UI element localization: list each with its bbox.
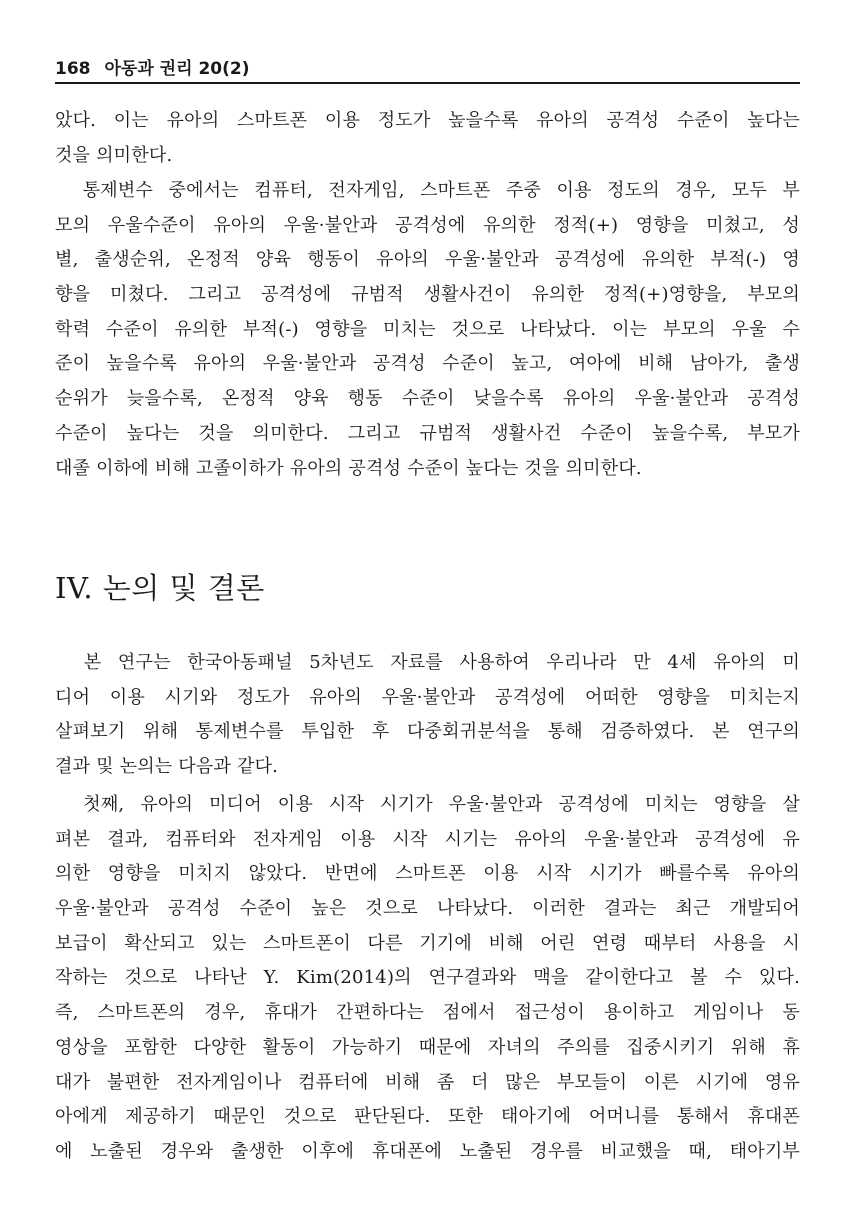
text-line: 의한 영향을 미치지 않았다. 반면에 스마트폰 이용 시작 시기가 빠를수록 유아의 bbox=[55, 863, 800, 885]
text-line: 디어 이용 시기와 정도가 유아의 우울·불안과 공격성에 어떠한 영향을 미치는지 bbox=[55, 686, 800, 708]
paragraph-first-finding bbox=[55, 788, 800, 1170]
text-line: 펴본 결과, 컴퓨터와 전자게임 이용 시작 시기는 유아의 우울·불안과 공격성에 유 bbox=[55, 828, 800, 850]
text-line: 우울·불안과 공격성 수준이 높은 것으로 나타났다. 이러한 결과는 최근 개발되어 bbox=[55, 898, 800, 920]
text-line: 향을 미쳤다. 그리고 공격성에 규범적 생활사건이 유의한 정적(+)영향을, 부모의 bbox=[55, 284, 800, 306]
document-page bbox=[55, 0, 800, 1230]
paragraph-study-overview bbox=[55, 646, 800, 785]
text-line: 수준이 높다는 것을 의미한다. 그리고 규범적 생활사건 수준이 높을수록, 부모가 bbox=[55, 422, 800, 444]
text-line: 즉, 스마트폰의 경우, 휴대가 간편하다는 점에서 접근성이 용이하고 게임이나 동 bbox=[55, 1002, 800, 1024]
text-line: 아에게 제공하기 때문인 것으로 판단된다. 또한 태아기에 어머니를 통해서 휴대폰 bbox=[55, 1106, 800, 1128]
text-line: 결과 및 논의는 다음과 같다. bbox=[55, 756, 279, 778]
text-line: 본 연구는 한국아동패널 5차년도 자료를 사용하여 우리나라 만 4세 유아의 미 bbox=[55, 652, 800, 673]
text-line: 준이 높을수록 유아의 우울·불안과 공격성 수준이 높고, 여아에 비해 남아가, 출생 bbox=[55, 353, 800, 375]
text-line: 별, 출생순위, 온정적 양육 행동이 유아의 우울·불안과 공격성에 유의한 부적(-) 영 bbox=[55, 249, 800, 271]
text-line: 았다. 이는 유아의 스마트폰 이용 정도가 높을수록 유아의 공격성 수준이 높다는 bbox=[55, 110, 800, 131]
page-number: 168 bbox=[55, 59, 91, 79]
text-line: 첫째, 유아의 미디어 이용 시작 시기가 우울·불안과 공격성에 미치는 영향을 살 bbox=[55, 794, 800, 815]
journal-title: 아동과 권리 20(2) bbox=[104, 59, 250, 79]
paragraph-results-continued bbox=[55, 104, 800, 173]
text-line: 통제변수 중에서는 컴퓨터, 전자게임, 스마트폰 주중 이용 정도의 경우, 모두 부 bbox=[55, 180, 800, 201]
text-line: 에 노출된 경우와 출생한 이후에 휴대폰에 노출된 경우를 비교했을 때, 태아기부 bbox=[55, 1140, 800, 1162]
text-line: 학력 수준이 유의한 부적(-) 영향을 미치는 것으로 나타났다. 이는 부모의 우울 수 bbox=[55, 318, 800, 340]
text-line: 작하는 것으로 나타난 Y. Kim(2014)의 연구결과와 맥을 같이한다고 볼 수 있다. bbox=[55, 967, 800, 989]
running-header bbox=[55, 56, 800, 82]
text-line: 대가 불편한 전자게임이나 컴퓨터에 비해 좀 더 많은 부모들이 이른 시기에 영유 bbox=[55, 1071, 800, 1093]
paragraph-control-variables bbox=[55, 174, 800, 486]
section-heading: IV. 논의 및 결론 bbox=[55, 571, 265, 605]
text-line: 대졸 이하에 비해 고졸이하가 유아의 공격성 수준이 높다는 것을 의미한다. bbox=[55, 457, 642, 479]
header-rule bbox=[55, 82, 800, 84]
text-line: 것을 의미한다. bbox=[55, 144, 173, 166]
text-line: 영상을 포함한 다양한 활동이 가능하기 때문에 자녀의 주의를 집중시키기 위해 휴 bbox=[55, 1036, 800, 1058]
text-line: 순위가 늦을수록, 온정적 양육 행동 수준이 낮을수록 유아의 우울·불안과 공격성 bbox=[55, 388, 800, 410]
text-line: 살펴보기 위해 통제변수를 투입한 후 다중회귀분석을 통해 검증하였다. 본 연구의 bbox=[55, 721, 800, 743]
text-line: 보급이 확산되고 있는 스마트폰이 다른 기기에 비해 어린 연령 때부터 사용을 시 bbox=[55, 932, 800, 954]
text-line: 모의 우울수준이 유아의 우울·불안과 공격성에 유의한 정적(+) 영향을 미쳤고, 성 bbox=[55, 214, 800, 236]
